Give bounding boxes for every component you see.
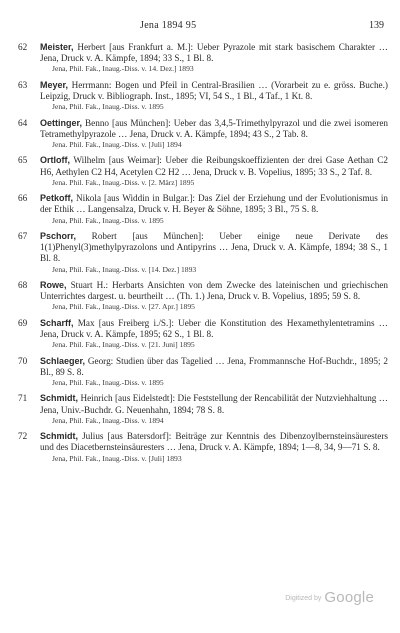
bibliography-entry bbox=[18, 155, 388, 187]
entry-number: 71 bbox=[18, 393, 28, 404]
bibliography-entry bbox=[18, 431, 388, 463]
bibliography-entry bbox=[18, 80, 388, 112]
entry-dissertation-note: Jena, Phil. Fak., Inaug.-Diss. v. 1895 bbox=[52, 215, 164, 225]
entry-citation bbox=[40, 193, 388, 215]
entry-citation bbox=[40, 431, 388, 453]
entry-number: 66 bbox=[18, 193, 28, 204]
entry-author: Schmidt, bbox=[40, 431, 79, 442]
entry-author: Oettinger, bbox=[40, 117, 83, 128]
entry-dissertation-note: Jena, Phil. Fak., Inaug.-Diss. v. 1894 bbox=[52, 415, 164, 425]
entry-citation bbox=[40, 356, 388, 378]
entry-author: Ortloff, bbox=[40, 155, 70, 166]
entry-number: 72 bbox=[18, 431, 28, 442]
entry-author: Meyer, bbox=[40, 79, 69, 90]
entry-author: Schmidt, bbox=[40, 393, 79, 404]
entry-dissertation-note: Jena. Phil. Fak., Inaug.-Diss. v. [Juli] 1894 bbox=[52, 140, 182, 149]
entry-dissertation-note: Jena, Phil. Fak., Inaug.-Diss. v. 1895 bbox=[52, 102, 164, 112]
google-watermark bbox=[285, 589, 374, 607]
bibliography-entry bbox=[18, 118, 388, 150]
bibliography-entry bbox=[18, 356, 388, 388]
entry-author: Pschorr, bbox=[40, 230, 77, 241]
bibliography-entry bbox=[18, 231, 388, 275]
entry-dissertation-note: Jena, Phil. Fak., Inaug.-Diss. v. [14. Dez.] 1893 bbox=[52, 264, 197, 274]
entry-citation bbox=[40, 393, 388, 415]
entry-citation bbox=[40, 155, 388, 177]
watermark-brand: Google bbox=[324, 589, 374, 606]
entry-text: Julius [aus Batersdorf]: Beiträge zur Kenntnis des Dibenzoylbernsteinsäuresters und des Diacetbernsteinsäuresters … Jena, Druck v. A. Kämpfe, 1894; 1—8, 34, 9—71 S. 8. bbox=[40, 431, 388, 453]
entry-text: Herrmann: Bogen und Pfeil in Central-Brasilien … (Vorarbeit zu e. gröss. Buche.) Leipzig, Druck v. Bibliograph. Inst., 1895; VI, 54 S., 1 Bl., 4 Taf., 1 Kt. 8. bbox=[40, 79, 388, 101]
entry-citation bbox=[40, 318, 388, 340]
entry-number: 67 bbox=[18, 230, 28, 241]
header-title: Jena 1894 95 bbox=[140, 20, 197, 31]
entry-text: Heinrich [aus Eidelstedt]: Die Feststellung der Rencabilität der Nutzviehhaltung … Jena, Univ.-Buchdr. G. Neuenhahn, 1894; 78 S. 8. bbox=[40, 393, 388, 415]
entry-text: Stuart H.: Herbarts Ansichten von dem Zwecke des lateinischen und griechischen Unterrichtes dargest. u. beurtheilt … (Th. 1.) Jena, Druck v. B. Vopelius, 1895; 59 S. 8. bbox=[40, 279, 388, 302]
entry-dissertation-note: Jena, Phil. Fak., Inaug.-Diss. v. 1895 bbox=[52, 377, 164, 387]
entry-list bbox=[18, 42, 388, 469]
entry-text: Robert [aus München]: Ueber einige neue Derivate des 1(1)Phenyl(3)methylpyrazolons und Antipyrins … Jena, Druck v. A. Kämpfe, 1894; 38 S., 1 Bl. 8. bbox=[40, 230, 388, 264]
entry-citation bbox=[40, 42, 388, 64]
bibliography-entry bbox=[18, 42, 388, 74]
entry-dissertation-note: Jena, Phil. Fak., Inaug.-Diss. v. [27. Apr.] 1895 bbox=[52, 302, 195, 312]
entry-author: Rowe, bbox=[40, 279, 67, 290]
entry-text: Georg: Studien über das Tagelied … Jena, Frommannsche Hof-Buchdr., 1895; 2 Bl., 89 S. 8. bbox=[40, 355, 388, 377]
entry-text: Herbert [aus Frankfurt a. M.]: Ueber Pyrazole mit stark basischem Charakter … Jena, Druck v. A. Kämpfe, 1894; 33 S., 1 Bl. 8. bbox=[40, 42, 388, 64]
bibliography-entry bbox=[18, 318, 388, 350]
entry-number: 65 bbox=[18, 155, 28, 166]
running-header bbox=[70, 20, 384, 34]
page-number: 139 bbox=[369, 20, 384, 31]
bibliography-entry bbox=[18, 393, 388, 425]
entry-text: Max [aus Freiberg i./S.]: Ueber die Konstitution des Hexamethylentetramins … Jena, Druck v. A. Kämpfe, 1895; 62 S., 1 Bl. 8. bbox=[40, 317, 388, 339]
entry-number: 63 bbox=[18, 79, 28, 90]
entry-dissertation-note: Jena, Phil. Fak., Inaug.-Diss. v. 14. Dez.] 1893 bbox=[52, 64, 194, 74]
entry-text: Wilhelm [aus Weimar]: Ueber die Reibungskoeffizienten der drei Gase Aethan C2 H6, Aethylen C2 H4, Acetylen C2 H2 … Jena, Druck v. B. Vopelius, 1895; 33 S., 2 Taf. 8. bbox=[40, 155, 388, 177]
entry-dissertation-note: Jena. Phil. Fak., Inaug.-Diss. v. [21. Juni] 1895 bbox=[52, 340, 195, 350]
entry-dissertation-note: Jena, Phil. Fak., Inaug.-Diss. v. [Juli] 1893 bbox=[52, 453, 182, 463]
entry-citation bbox=[40, 280, 388, 302]
entry-citation bbox=[40, 80, 388, 102]
entry-author: Meister, bbox=[40, 42, 74, 52]
entry-citation bbox=[40, 118, 388, 140]
entry-dissertation-note: Jena. Phil. Fak., Inaug.-Diss. v. [2. März] 1895 bbox=[52, 177, 195, 187]
entry-author: Schlaeger, bbox=[40, 355, 86, 366]
entry-number: 69 bbox=[18, 317, 28, 328]
entry-text: Benno [aus München]: Ueber das 3,4,5-Trimethylpyrazol und die zwei isomeren Tetramethylpyrazole … Jena, Druck v. A. Kämpfe, 1894; 43 S., 2 Tab. 8. bbox=[40, 117, 388, 139]
entry-number: 62 bbox=[18, 42, 28, 52]
watermark-prefix: Digitized by bbox=[285, 595, 322, 602]
entry-number: 64 bbox=[18, 117, 28, 128]
entry-text: Nikola [aus Widdin in Bulgar.]: Das Ziel der Erziehung und der Evolutionismus in der Ethik … Langensalza, Druck v. H. Beyer & Söhne, 1895; 3 Bl., 75 S. 8. bbox=[40, 193, 388, 215]
entry-author: Petkoff, bbox=[40, 193, 74, 204]
entry-citation bbox=[40, 231, 388, 265]
entry-number: 68 bbox=[18, 279, 28, 290]
bibliography-entry bbox=[18, 193, 388, 225]
entry-author: Scharff, bbox=[40, 317, 74, 328]
entry-number: 70 bbox=[18, 355, 28, 366]
bibliography-entry bbox=[18, 280, 388, 312]
